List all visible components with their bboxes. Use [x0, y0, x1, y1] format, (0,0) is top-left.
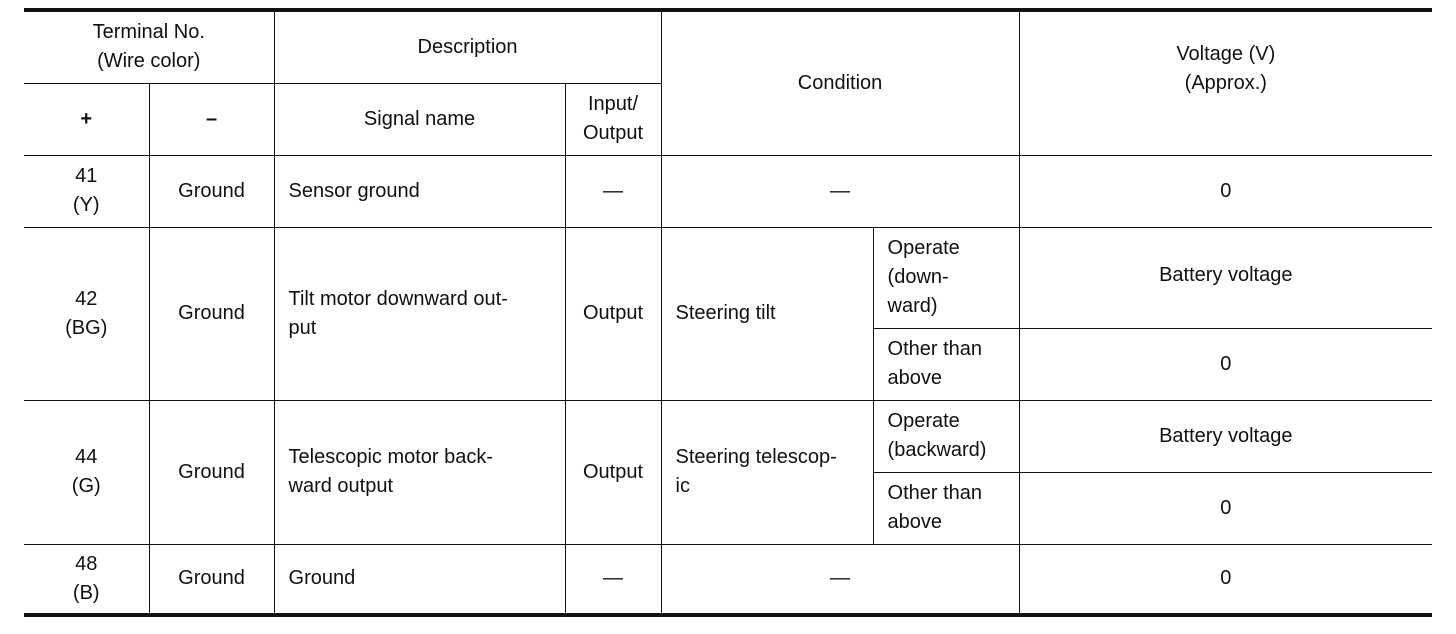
header-voltage: Voltage (V) (Approx.)	[1019, 10, 1432, 155]
terminal-cell: 42 (BG)	[24, 227, 149, 400]
terminal-cell: 44 (G)	[24, 400, 149, 544]
table-row	[24, 227, 1432, 328]
input-output-cell: —	[565, 544, 661, 615]
header-input-output: Input/ Output	[565, 83, 661, 155]
input-output-cell: Output	[565, 227, 661, 400]
terminal-spec-table	[24, 8, 1432, 617]
signal-name-cell: Sensor ground	[274, 155, 565, 227]
header-signal-name: Signal name	[274, 83, 565, 155]
condition-state-cell: Other than above	[873, 328, 1019, 400]
condition-cell: —	[661, 544, 1019, 615]
voltage-cell: Battery voltage	[1019, 400, 1432, 472]
input-output-cell: —	[565, 155, 661, 227]
table-row	[24, 155, 1432, 227]
table-row	[24, 400, 1432, 472]
signal-name-cell: Tilt motor downward out- put	[274, 227, 565, 400]
condition-cell: —	[661, 155, 1019, 227]
signal-name-cell: Ground	[274, 544, 565, 615]
header-plus: +	[24, 83, 149, 155]
header-description: Description	[274, 10, 661, 83]
voltage-cell: 0	[1019, 472, 1432, 544]
voltage-cell: 0	[1019, 544, 1432, 615]
ground-cell: Ground	[149, 227, 274, 400]
header-minus: –	[149, 83, 274, 155]
voltage-cell: 0	[1019, 328, 1432, 400]
voltage-cell: Battery voltage	[1019, 227, 1432, 328]
condition-cell: Steering tilt	[661, 227, 873, 400]
input-output-cell: Output	[565, 400, 661, 544]
condition-state-cell: Operate (down- ward)	[873, 227, 1019, 328]
terminal-cell: 41 (Y)	[24, 155, 149, 227]
signal-name-cell: Telescopic motor back- ward output	[274, 400, 565, 544]
voltage-cell: 0	[1019, 155, 1432, 227]
header-condition: Condition	[661, 10, 1019, 155]
ground-cell: Ground	[149, 400, 274, 544]
condition-cell: Steering telescop- ic	[661, 400, 873, 544]
ground-cell: Ground	[149, 155, 274, 227]
table-row	[24, 544, 1432, 615]
terminal-cell: 48 (B)	[24, 544, 149, 615]
condition-state-cell: Other than above	[873, 472, 1019, 544]
condition-state-cell: Operate (backward)	[873, 400, 1019, 472]
ground-cell: Ground	[149, 544, 274, 615]
header-terminal: Terminal No. (Wire color)	[24, 10, 274, 83]
